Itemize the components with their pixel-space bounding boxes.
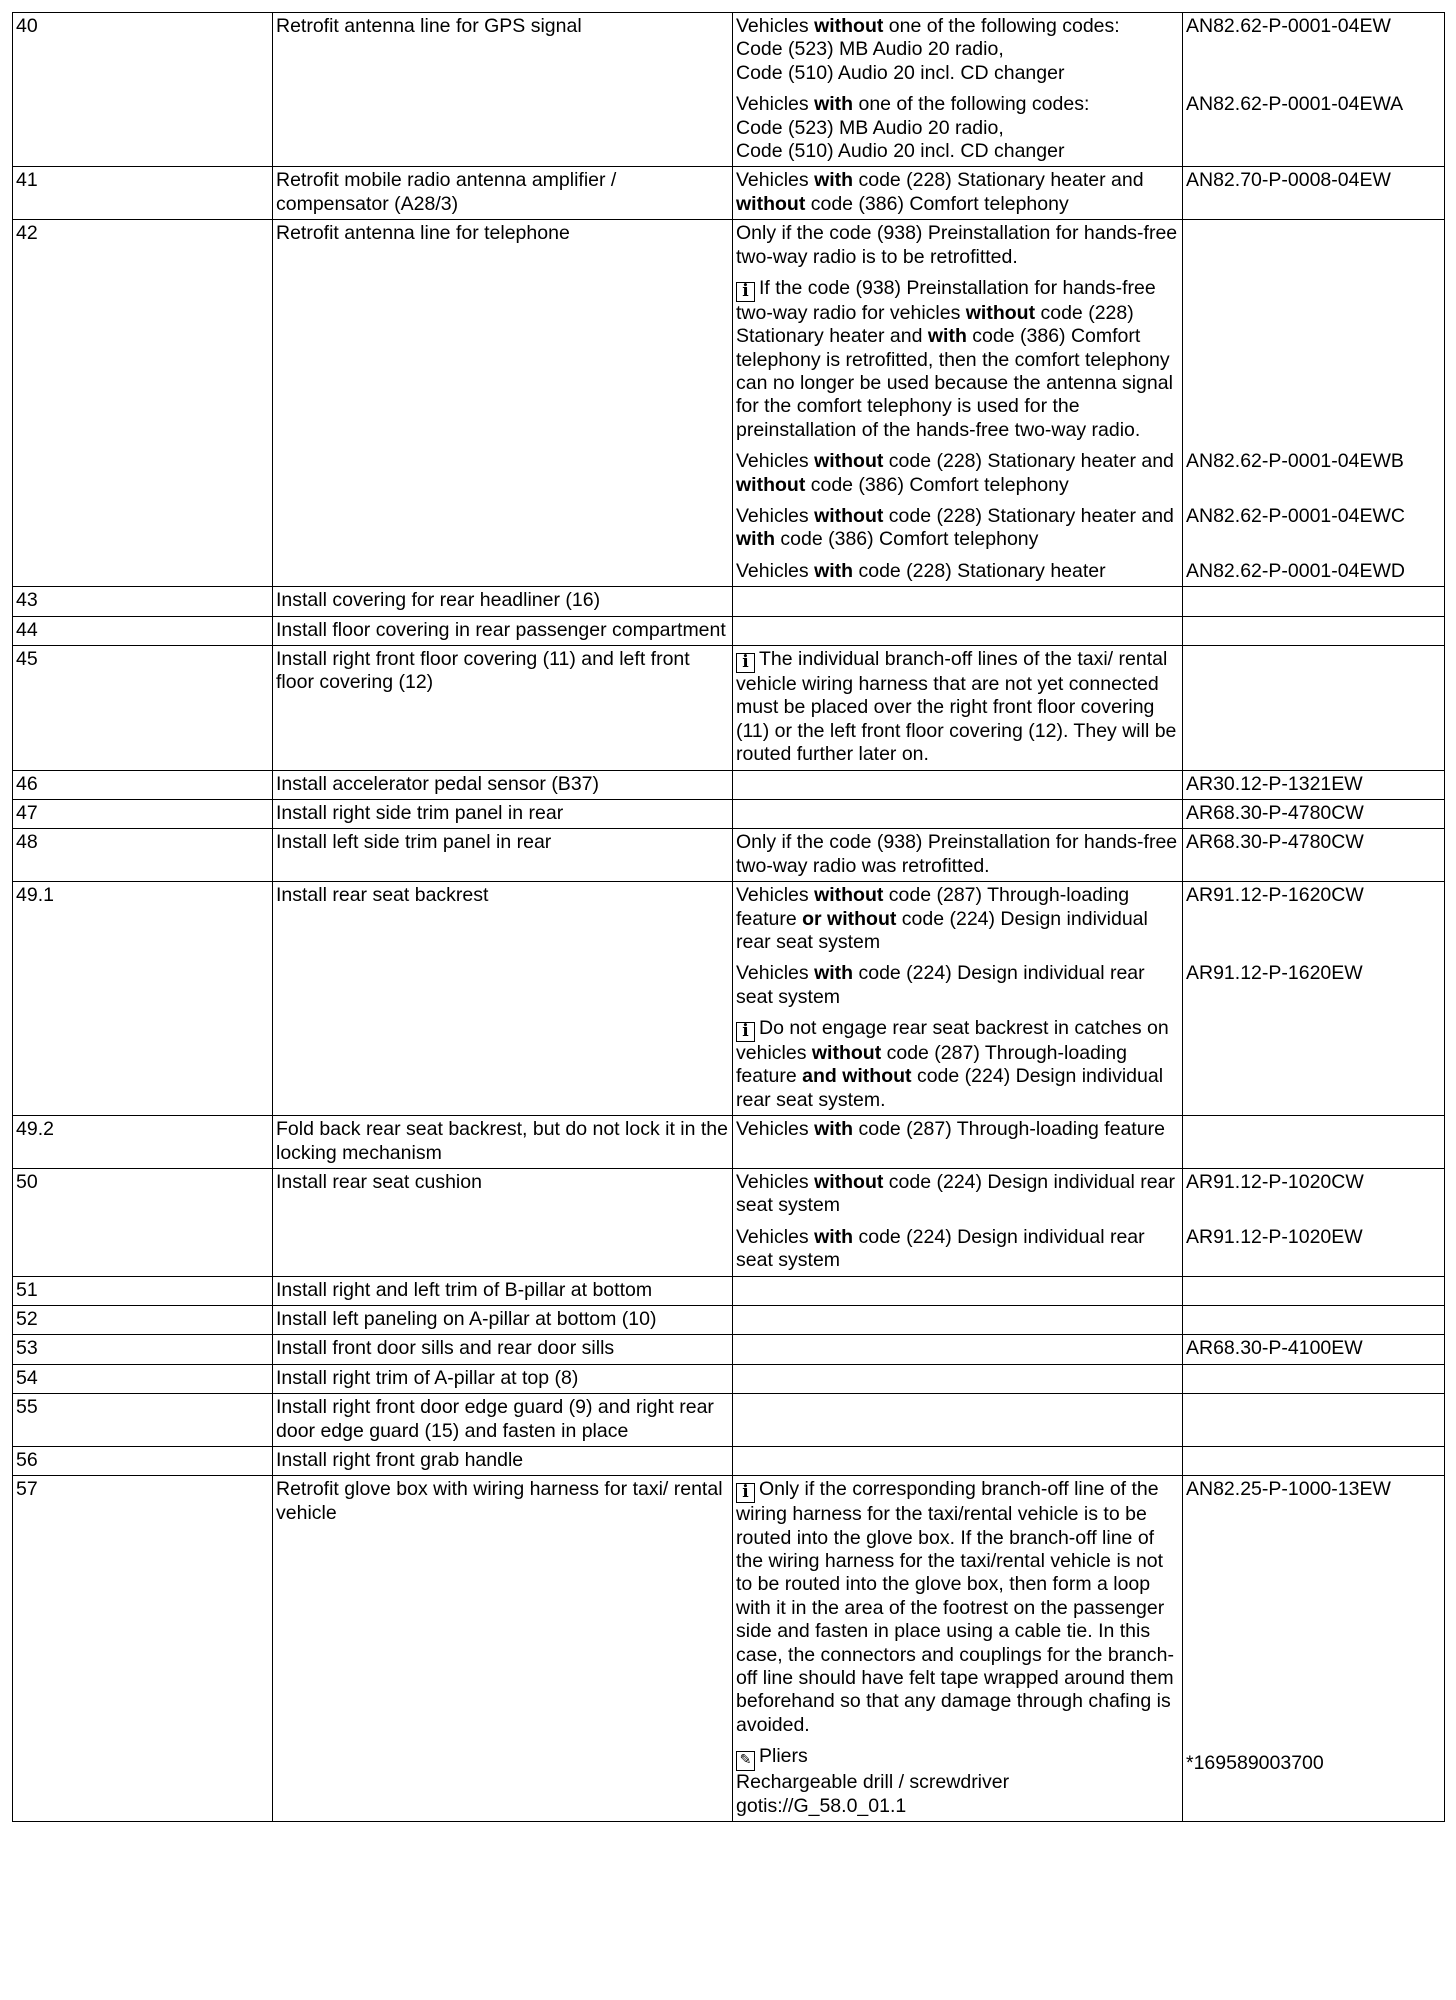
step-number: 52 bbox=[13, 1305, 273, 1334]
note-text: Vehicles bbox=[736, 1171, 815, 1194]
step-reference bbox=[1183, 445, 1445, 500]
step-number: 49.2 bbox=[13, 1116, 273, 1169]
step-note bbox=[733, 500, 1183, 555]
step-note bbox=[733, 587, 1183, 616]
step-note bbox=[733, 616, 1183, 645]
note-text: Vehicles bbox=[736, 1118, 815, 1141]
step-action: Install left side trim panel in rear bbox=[273, 829, 733, 882]
step-reference bbox=[1183, 1305, 1445, 1334]
step-note bbox=[733, 1335, 1183, 1364]
emphasis-text: with bbox=[927, 325, 967, 348]
step-note bbox=[733, 1221, 1183, 1276]
step-reference bbox=[1183, 1446, 1445, 1475]
note-text: Pliers bbox=[759, 1745, 808, 1768]
info-icon: i bbox=[736, 1483, 755, 1503]
note-line: Code (523) MB Audio 20 radio, bbox=[736, 38, 1004, 61]
step-reference bbox=[1183, 555, 1445, 587]
step-reference bbox=[1183, 1740, 1445, 1821]
table-row bbox=[13, 799, 1445, 828]
emphasis-text: and without bbox=[802, 1065, 912, 1088]
step-reference bbox=[1183, 829, 1445, 882]
table-row bbox=[13, 1394, 1445, 1447]
step-reference bbox=[1183, 1394, 1445, 1447]
emphasis-text: without bbox=[814, 884, 884, 907]
step-reference bbox=[1183, 13, 1445, 89]
table-row bbox=[13, 1364, 1445, 1393]
step-action: Install right front grab handle bbox=[273, 1446, 733, 1475]
table-row bbox=[13, 13, 1445, 89]
step-number: 49.1 bbox=[13, 882, 273, 1116]
table-row bbox=[13, 1335, 1445, 1364]
step-action: Install accelerator pedal sensor (B37) bbox=[273, 770, 733, 799]
note-text: code (386) Comfort telephony bbox=[805, 473, 1069, 496]
step-number: 53 bbox=[13, 1335, 273, 1364]
emphasis-text: without bbox=[736, 473, 806, 496]
step-note bbox=[733, 1394, 1183, 1447]
note-text: one of the following codes: bbox=[883, 15, 1120, 37]
reference-code: AR91.12-P-1620EW bbox=[1186, 962, 1363, 985]
table-row bbox=[13, 1276, 1445, 1305]
emphasis-text: with bbox=[814, 169, 854, 192]
reference-code: *169589003700 bbox=[1186, 1751, 1324, 1774]
table-row bbox=[13, 587, 1445, 616]
table-row bbox=[13, 616, 1445, 645]
step-number: 40 bbox=[13, 13, 273, 167]
step-reference bbox=[1183, 882, 1445, 958]
reference-code: AN82.62-P-0001-04EWD bbox=[1186, 559, 1405, 582]
step-note bbox=[733, 1276, 1183, 1305]
emphasis-text: without bbox=[814, 450, 884, 473]
reference-code: AN82.62-P-0001-04EWB bbox=[1186, 450, 1404, 473]
step-action: Install left paneling on A-pillar at bottom (10) bbox=[273, 1305, 733, 1334]
note-text: code (228) Stationary heater bbox=[853, 559, 1106, 582]
step-note bbox=[733, 1305, 1183, 1334]
info-icon: i bbox=[736, 282, 755, 302]
note-text: code (224) Design individual rear seat system. bbox=[736, 1065, 1164, 1111]
step-action: Install right trim of A-pillar at top (8) bbox=[273, 1364, 733, 1393]
step-note bbox=[733, 770, 1183, 799]
step-note bbox=[733, 220, 1183, 272]
step-note bbox=[733, 1740, 1183, 1821]
table-row bbox=[13, 1305, 1445, 1334]
step-reference bbox=[1183, 88, 1445, 167]
step-action: Retrofit antenna line for GPS signal bbox=[273, 13, 733, 167]
emphasis-text: without bbox=[814, 15, 884, 37]
note-text: code (287) Through-loading feature bbox=[736, 1042, 1127, 1088]
step-note bbox=[733, 799, 1183, 828]
step-action: Fold back rear seat backrest, but do not lock it in the locking mechanism bbox=[273, 1116, 733, 1169]
table-row bbox=[13, 1476, 1445, 1740]
note-text: Only if the code (938) Preinstallation for hands-free two-way radio was retrofitted. bbox=[736, 831, 1178, 877]
info-icon: i bbox=[736, 1022, 755, 1042]
step-number: 51 bbox=[13, 1276, 273, 1305]
emphasis-text: without bbox=[736, 192, 806, 215]
note-text: Vehicles bbox=[736, 15, 815, 37]
note-text: code (386) Comfort telephony bbox=[775, 528, 1039, 551]
step-note bbox=[733, 272, 1183, 445]
step-note bbox=[733, 1476, 1183, 1740]
step-reference bbox=[1183, 500, 1445, 555]
note-text: code (224) Design individual rear seat system bbox=[736, 962, 1145, 1008]
tool-icon: ✎ bbox=[736, 1751, 755, 1771]
step-reference bbox=[1183, 587, 1445, 616]
table-row bbox=[13, 167, 1445, 220]
step-number: 43 bbox=[13, 587, 273, 616]
note-text: Only if the corresponding branch-off line of the wiring harness for the taxi/rental vehicle is to be routed into the glove box. If the branch-off line of the wiring harness for the taxi/rental vehicle is not to be routed into the glove box, then form a loop with it in the area of the footrest on the passenger side and fasten in place using a cable tie. In this case, the connectors and couplings for the branch-off line should have felt tape wrapped around them beforehand so that any damage through chafing is avoided. bbox=[736, 1478, 1174, 1736]
step-reference bbox=[1183, 220, 1445, 272]
step-action: Retrofit antenna line for telephone bbox=[273, 220, 733, 587]
note-text: code (386) Comfort telephony bbox=[805, 192, 1069, 215]
emphasis-text: with bbox=[814, 1225, 854, 1248]
step-reference bbox=[1183, 1012, 1445, 1116]
emphasis-text: without bbox=[811, 1042, 882, 1065]
note-text: Only if the code (938) Preinstallation for hands-free two-way radio is to be retrofitted. bbox=[736, 222, 1178, 268]
table-row bbox=[13, 1169, 1445, 1221]
step-note bbox=[733, 1169, 1183, 1221]
note-text: code (224) Design individual rear seat system bbox=[736, 1225, 1145, 1272]
reference-code: AR68.30-P-4100EW bbox=[1186, 1337, 1363, 1360]
step-reference bbox=[1183, 167, 1445, 220]
step-note bbox=[733, 1446, 1183, 1475]
emphasis-text: or without bbox=[802, 907, 897, 930]
note-text: code (228) Stationary heater and bbox=[853, 169, 1144, 192]
note-text: code (287) Through-loading feature bbox=[853, 1118, 1165, 1141]
note-text: Vehicles bbox=[736, 169, 815, 192]
reference-code: AR91.12-P-1020EW bbox=[1186, 1225, 1363, 1248]
step-note bbox=[733, 829, 1183, 882]
step-note bbox=[733, 957, 1183, 1012]
note-line: Rechargeable drill / screwdriver bbox=[736, 1771, 1010, 1794]
step-action: Install rear seat cushion bbox=[273, 1169, 733, 1277]
table-row bbox=[13, 770, 1445, 799]
step-number: 41 bbox=[13, 167, 273, 220]
emphasis-text: without bbox=[814, 1171, 884, 1194]
step-reference bbox=[1183, 957, 1445, 1012]
step-action: Install front door sills and rear door sills bbox=[273, 1335, 733, 1364]
table-row bbox=[13, 220, 1445, 272]
step-action: Retrofit mobile radio antenna amplifier / compensator (A28/3) bbox=[273, 167, 733, 220]
step-action: Install covering for rear headliner (16) bbox=[273, 587, 733, 616]
step-reference bbox=[1183, 272, 1445, 445]
note-text: code (287) Through-loading feature bbox=[736, 884, 1130, 930]
step-number: 54 bbox=[13, 1364, 273, 1393]
step-reference bbox=[1183, 1169, 1445, 1221]
step-reference bbox=[1183, 799, 1445, 828]
note-text: Vehicles bbox=[736, 884, 815, 907]
note-text: Vehicles bbox=[736, 93, 815, 116]
info-icon: i bbox=[736, 653, 755, 673]
step-note bbox=[733, 1364, 1183, 1393]
step-note bbox=[733, 882, 1183, 958]
step-action: Install right front floor covering (11) and left front floor covering (12) bbox=[273, 645, 733, 770]
step-reference bbox=[1183, 1364, 1445, 1393]
step-note bbox=[733, 1012, 1183, 1116]
emphasis-text: with bbox=[814, 1118, 854, 1141]
note-text: Vehicles bbox=[736, 505, 815, 528]
step-note bbox=[733, 13, 1183, 89]
step-number: 48 bbox=[13, 829, 273, 882]
step-action: Install floor covering in rear passenger compartment bbox=[273, 616, 733, 645]
step-reference bbox=[1183, 1276, 1445, 1305]
reference-code: AR91.12-P-1620CW bbox=[1186, 884, 1364, 907]
table-row bbox=[13, 1446, 1445, 1475]
table-row bbox=[13, 829, 1445, 882]
reference-code: AN82.62-P-0001-04EWC bbox=[1186, 505, 1405, 528]
emphasis-text: without bbox=[965, 301, 1036, 324]
reference-code: AR68.30-P-4780CW bbox=[1186, 831, 1364, 854]
table-row bbox=[13, 882, 1445, 958]
step-note bbox=[733, 167, 1183, 220]
note-text: code (228) Stationary heater and bbox=[736, 301, 1134, 348]
note-text: code (386) Comfort telephony is retrofitted, then the comfort telephony can no longer be used because the antenna signal for the comfort telephony is used for the preinstallation of the hands-free two-way radio. bbox=[736, 325, 1173, 441]
step-number: 46 bbox=[13, 770, 273, 799]
reference-code: AN82.25-P-1000-13EW bbox=[1186, 1478, 1391, 1501]
emphasis-text: with bbox=[814, 93, 854, 116]
step-reference bbox=[1183, 645, 1445, 770]
note-text: code (228) Stationary heater and bbox=[883, 505, 1174, 528]
step-action: Install rear seat backrest bbox=[273, 882, 733, 1116]
emphasis-text: with bbox=[736, 528, 775, 551]
step-action: Install right and left trim of B-pillar at bottom bbox=[273, 1276, 733, 1305]
step-number: 57 bbox=[13, 1476, 273, 1822]
step-number: 47 bbox=[13, 799, 273, 828]
note-text: one of the following codes: bbox=[853, 93, 1090, 116]
step-reference bbox=[1183, 1116, 1445, 1169]
step-number: 42 bbox=[13, 220, 273, 587]
step-note bbox=[733, 88, 1183, 167]
reference-code: AN82.62-P-0001-04EWA bbox=[1186, 93, 1404, 116]
emphasis-text: with bbox=[814, 559, 854, 582]
step-reference bbox=[1183, 1335, 1445, 1364]
note-line: Code (510) Audio 20 incl. CD changer bbox=[736, 61, 1065, 84]
note-text: code (224) Design individual rear seat system bbox=[736, 907, 1148, 953]
step-number: 55 bbox=[13, 1394, 273, 1447]
note-text: code (224) Design individual rear seat system bbox=[736, 1171, 1175, 1217]
note-line: gotis://G_58.0_01.1 bbox=[736, 1794, 907, 1817]
step-reference bbox=[1183, 1221, 1445, 1276]
step-reference bbox=[1183, 1476, 1445, 1740]
note-text: If the code (938) Preinstallation for hands-free two-way radio for vehicles bbox=[736, 276, 1156, 324]
step-number: 50 bbox=[13, 1169, 273, 1277]
note-text: Vehicles bbox=[736, 1225, 815, 1248]
step-action: Retrofit glove box with wiring harness for taxi/ rental vehicle bbox=[273, 1476, 733, 1822]
step-note bbox=[733, 645, 1183, 770]
step-note bbox=[733, 445, 1183, 500]
step-action: Install right front door edge guard (9) and right rear door edge guard (15) and fasten in place bbox=[273, 1394, 733, 1447]
note-text: The individual branch-off lines of the taxi/ rental vehicle wiring harness that are not yet connected must be placed over the right front floor covering (11) or the left front floor covering (12). They will be routed further later on. bbox=[736, 647, 1177, 766]
note-text: code (228) Stationary heater and bbox=[883, 450, 1174, 473]
note-text: Vehicles bbox=[736, 559, 815, 582]
reference-code: AR30.12-P-1321EW bbox=[1186, 772, 1363, 795]
step-action: Install right side trim panel in rear bbox=[273, 799, 733, 828]
procedure-table bbox=[12, 12, 1445, 1822]
step-number: 45 bbox=[13, 645, 273, 770]
table-row bbox=[13, 645, 1445, 770]
step-reference bbox=[1183, 616, 1445, 645]
emphasis-text: without bbox=[814, 505, 884, 528]
emphasis-text: with bbox=[814, 962, 854, 985]
reference-code: AN82.70-P-0008-04EW bbox=[1186, 169, 1391, 192]
table-row bbox=[13, 1116, 1445, 1169]
note-line: Code (523) MB Audio 20 radio, bbox=[736, 116, 1004, 139]
step-reference bbox=[1183, 770, 1445, 799]
step-number: 44 bbox=[13, 616, 273, 645]
step-note bbox=[733, 1116, 1183, 1169]
reference-code: AR68.30-P-4780CW bbox=[1186, 801, 1364, 824]
note-text: Vehicles bbox=[736, 962, 815, 985]
reference-code: AR91.12-P-1020CW bbox=[1186, 1171, 1364, 1194]
note-text: Do not engage rear seat backrest in catches on vehicles bbox=[736, 1017, 1169, 1065]
note-line: Code (510) Audio 20 incl. CD changer bbox=[736, 139, 1065, 162]
step-number: 56 bbox=[13, 1446, 273, 1475]
reference-code: AN82.62-P-0001-04EW bbox=[1186, 15, 1391, 37]
note-text: Vehicles bbox=[736, 450, 815, 473]
step-note bbox=[733, 555, 1183, 587]
